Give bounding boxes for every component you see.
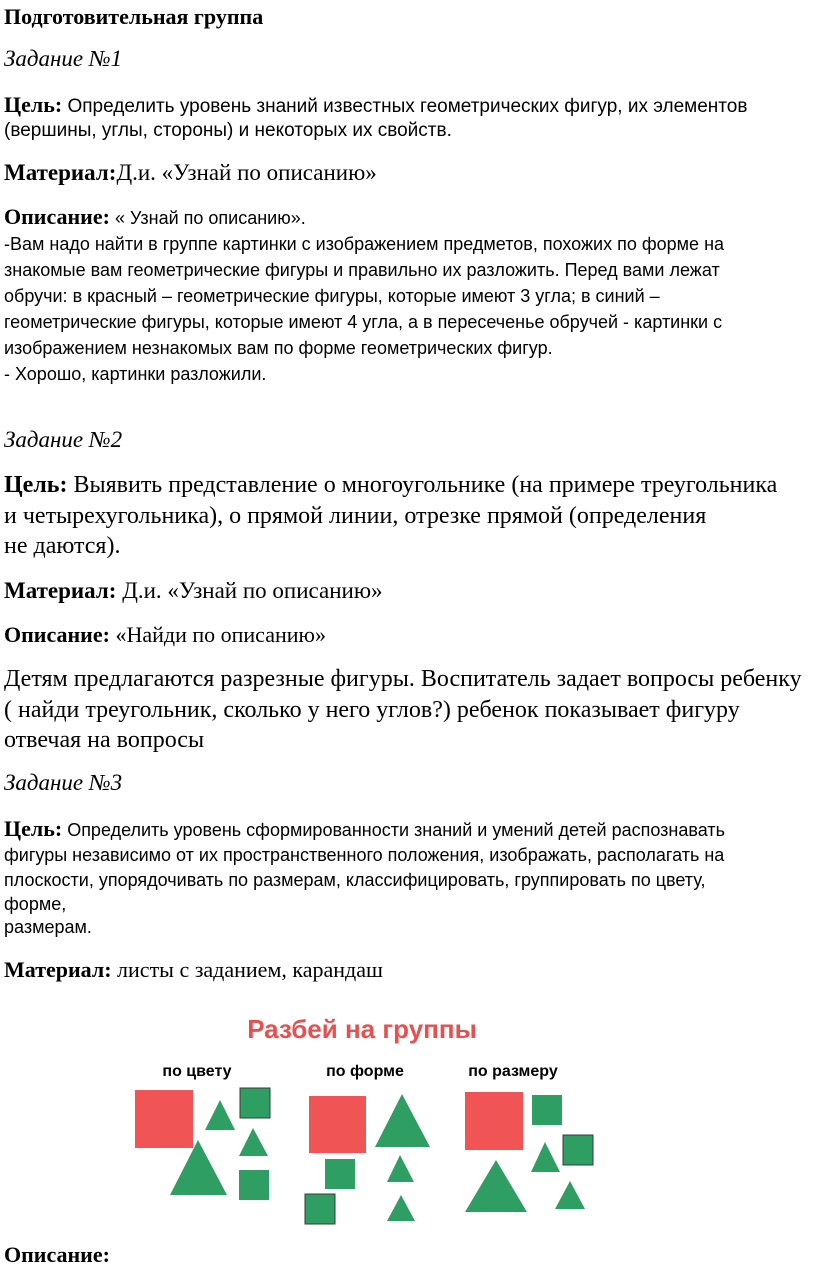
- description-text: «Найди по описанию»: [109, 622, 326, 647]
- task3-goal-line: форме,: [4, 894, 67, 914]
- task1-desc-line: изображением незнакомых вам по форме геометрических фигур.: [4, 338, 553, 358]
- goal-text: Определить уровень знаний известных геометрических фигур, их элементов: [62, 96, 748, 117]
- goal-label: Цель:: [4, 92, 63, 117]
- figure-title: Разбей на группы: [247, 1014, 477, 1044]
- green-triangle: [239, 1128, 268, 1156]
- task2-goal-cont: не даются).: [4, 533, 121, 559]
- task3-description-label: Описание:: [4, 1242, 110, 1267]
- page-heading: Подготовительная группа: [4, 4, 264, 29]
- group-label-size: по размеру: [468, 1063, 558, 1080]
- group-color-shapes: [135, 1088, 270, 1200]
- description-label: Описание:: [4, 204, 110, 229]
- group-size-shapes: [465, 1092, 593, 1212]
- task1-desc-line: знакомые вам геометрические фигуры и правильно их разложить. Перед вами лежат: [4, 260, 720, 280]
- group-shape-shapes: [305, 1094, 430, 1224]
- material-text: листы с заданием, карандаш: [111, 957, 383, 982]
- task3-goal-line: фигуры независимо от их пространственного положения, изображать, располагать на: [4, 845, 725, 865]
- task2-goal: [4, 472, 777, 499]
- task1-desc-line: -Вам надо найти в группе картинки с изображением предметов, похожих по форме на: [4, 234, 725, 254]
- task2-body-line: отвечая на вопросы: [4, 727, 205, 753]
- task2-goal-cont: и четырехугольника), о прямой линии, отрезке прямой (определения: [4, 503, 707, 529]
- material-text: Д.и. «Узнай по описанию»: [116, 578, 383, 603]
- task1-title: Задание №1: [4, 46, 123, 71]
- green-square: [240, 1088, 270, 1118]
- green-triangle: [205, 1100, 235, 1130]
- goal-text: Выявить представление о многоугольнике (на примере треугольника: [67, 472, 778, 498]
- green-square: [532, 1095, 562, 1125]
- task2-title: Задание №2: [4, 427, 123, 452]
- description-label: Описание:: [4, 622, 110, 647]
- green-square: [325, 1159, 355, 1189]
- task3-goal: [4, 816, 725, 842]
- task1-goal-cont: (вершины, углы, стороны) и некоторых их свойств.: [4, 120, 452, 141]
- material-label: Материал:: [4, 160, 117, 185]
- group-label-shape: по форме: [326, 1063, 404, 1080]
- green-square: [563, 1135, 593, 1165]
- green-triangle: [531, 1142, 560, 1172]
- green-triangle: [375, 1094, 430, 1147]
- task2-body-line: ( найди треугольник, сколько у него углов?) ребенок показывает фигуру: [4, 697, 740, 723]
- task1-desc-line: обручи: в красный – геометрические фигуры, которые имеют 3 угла; в синий –: [4, 286, 660, 306]
- red-square: [135, 1090, 193, 1148]
- task2-material: [4, 578, 383, 604]
- material-text: Д.и. «Узнай по описанию»: [116, 160, 377, 185]
- task3-material: [4, 957, 383, 983]
- green-triangle: [170, 1140, 227, 1195]
- task1-desc-line: - Хорошо, картинки разложили.: [4, 364, 267, 384]
- green-triangle: [387, 1155, 414, 1182]
- goal-text: Определить уровень сформированности знаний и умений детей распознавать: [62, 820, 725, 840]
- red-square: [309, 1096, 366, 1153]
- description-text: « Узнай по описанию».: [109, 208, 306, 228]
- task1-description: [4, 204, 306, 230]
- goal-label: Цель:: [4, 472, 68, 498]
- green-triangle: [555, 1181, 585, 1209]
- task1-goal: [4, 92, 747, 118]
- red-square: [465, 1092, 523, 1150]
- task3-goal-line: плоскости, упорядочивать по размерам, классифицировать, группировать по цвету,: [4, 870, 706, 890]
- material-label: Материал:: [4, 957, 112, 982]
- task2-body-line: Детям предлагаются разрезные фигуры. Воспитатель задает вопросы ребенку: [4, 666, 802, 692]
- green-square: [305, 1194, 335, 1224]
- material-label: Материал:: [4, 578, 117, 603]
- task3-goal-line: размерам.: [4, 917, 92, 937]
- green-triangle: [387, 1195, 415, 1221]
- green-square: [239, 1170, 269, 1200]
- task1-material: [4, 160, 377, 186]
- goal-label: Цель:: [4, 816, 63, 841]
- task3-title: Задание №3: [4, 770, 123, 795]
- green-triangle: [465, 1160, 527, 1212]
- grouping-worksheet-image: [125, 1010, 595, 1235]
- task2-description: [4, 622, 326, 648]
- group-label-color: по цвету: [162, 1063, 232, 1080]
- task1-desc-line: геометрические фигуры, которые имеют 4 угла, а в пересеченье обручей - картинки с: [4, 312, 723, 332]
